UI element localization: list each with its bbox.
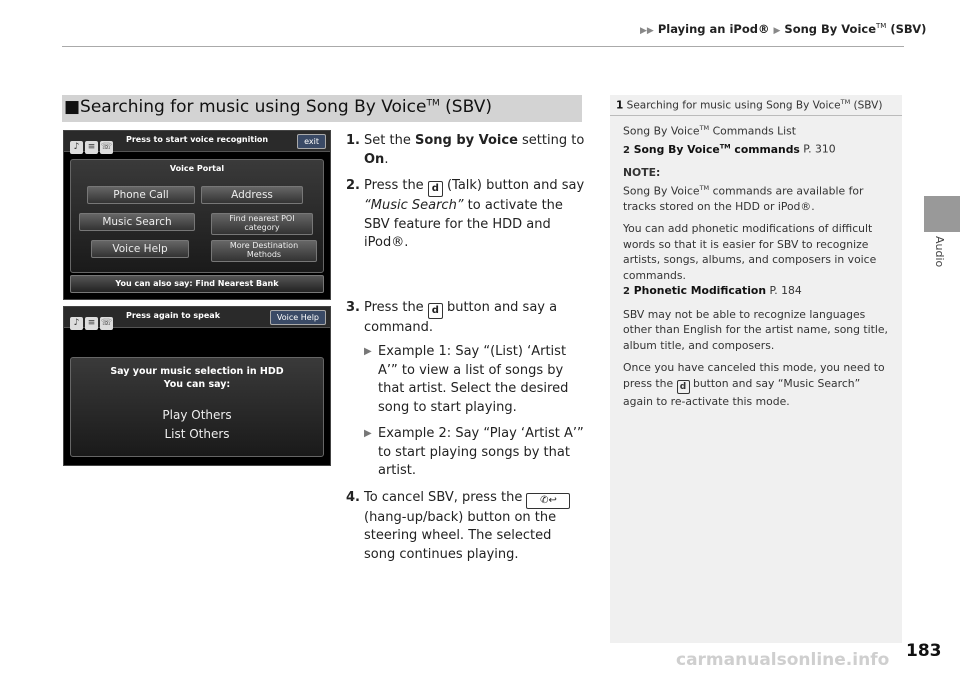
header-rule	[62, 46, 904, 47]
note-label: NOTE:	[623, 166, 661, 180]
page-number: 183	[906, 641, 942, 661]
music-selection-panel	[70, 357, 324, 457]
chapter-tab	[924, 196, 960, 232]
step-text: Set the	[364, 133, 415, 148]
reference-icon: 1	[616, 99, 624, 112]
example-text: Example 2: Say “Play ‘Artist A’” to start playing songs by that artist.	[378, 426, 584, 478]
talk-button-icon: d	[428, 303, 443, 319]
hang-up-back-button-icon: ✆↩	[526, 493, 570, 509]
breadcrumb-item-sbv: Song By Voice	[784, 22, 877, 36]
cross-reference-link[interactable]	[623, 143, 800, 156]
note-paragraph-4: SBV may not be able to recognize languages other than English for the artist name, song title, album title, and composers.	[623, 307, 888, 352]
trademark-mark: TM	[699, 183, 710, 192]
option-voice-help: Voice Help	[91, 240, 189, 258]
step-text: setting to	[517, 133, 585, 148]
section-title-suffix: (SBV)	[445, 97, 492, 117]
step-number: 3.	[346, 299, 360, 315]
you-can-say-label: You can say:	[163, 379, 231, 390]
step-4	[346, 489, 586, 565]
page-ref: P. 184	[766, 284, 802, 298]
step-text: to activate the SBV feature for the HDD and iPod®.	[364, 198, 563, 250]
side-note-title	[616, 98, 882, 112]
cross-reference-link[interactable]	[623, 284, 766, 297]
note-text: Song By Voice	[623, 184, 700, 198]
note-text: button and say “Music Search” again to re-activate this mode.	[623, 376, 861, 408]
option-music-search: Music Search	[79, 213, 195, 231]
breadcrumb-item-suffix: (SBV)	[890, 22, 927, 36]
note-paragraph-2	[623, 165, 893, 214]
example-text: Example 1: Say “(List) ‘Artist A’” to view a list of songs by that artist. Select the desired song to start playing.	[378, 344, 569, 415]
breadcrumb-item-ipod: Playing an iPod®	[657, 22, 770, 36]
screen-prompt: Press again to speak	[126, 311, 221, 320]
note-text: Song By Voice	[623, 124, 700, 138]
option-find-nearest-poi: Find nearest POI category	[211, 213, 313, 235]
xref-text: commands	[730, 142, 800, 156]
trademark-mark: TM	[719, 142, 731, 151]
signal-icon: ≡	[85, 317, 98, 330]
example-1	[364, 343, 586, 417]
breadcrumb	[640, 22, 926, 36]
step-2	[346, 177, 586, 253]
section-title-bar	[62, 95, 582, 122]
status-icons	[70, 310, 118, 328]
triangle-right-icon: ▶▶	[640, 26, 654, 36]
note-paragraph-5	[623, 360, 893, 409]
note-paragraph-1	[623, 121, 893, 158]
step-text: To cancel SBV, press the	[364, 489, 527, 505]
voice-portal-title: Voice Portal	[169, 164, 225, 173]
xref-text: Phonetic Modification	[633, 284, 767, 298]
note-text: Once you have canceled this mode, you need to press the	[623, 361, 885, 390]
voice-portal-panel	[70, 159, 324, 273]
trademark-mark: TM	[840, 98, 851, 106]
also-say-bar: You can also say: Find Nearest Bank	[70, 275, 324, 293]
talk-icon: ♪	[70, 317, 83, 330]
step-3	[346, 299, 586, 481]
trademark-mark: TM	[426, 98, 440, 109]
step-1	[346, 132, 586, 169]
side-note-body	[623, 121, 893, 416]
music-search-screenshot	[63, 306, 331, 466]
exit-button: exit	[297, 134, 326, 149]
triangle-right-icon: ▶	[364, 428, 372, 439]
note-text: Commands List	[709, 124, 797, 138]
screen-top-bar	[64, 131, 330, 152]
voice-help-button: Voice Help	[270, 310, 326, 325]
option-phone-call: Phone Call	[87, 186, 195, 204]
screen-prompt: Press to start voice recognition	[126, 135, 269, 144]
option-play-others: Play Others	[162, 408, 232, 422]
side-note	[610, 95, 902, 643]
signal-icon: ≡	[85, 141, 98, 154]
phone-icon: ☏	[100, 142, 113, 152]
status-icons	[70, 134, 118, 152]
section-title-text: ■Searching for music using Song By Voice	[64, 97, 427, 117]
step-text: .	[384, 151, 389, 167]
triangle-right-icon: ▶	[773, 26, 781, 36]
step-number: 2.	[346, 178, 360, 193]
screen-top-bar	[64, 307, 330, 328]
voice-portal-screenshot	[63, 130, 331, 300]
talk-icon: ♪	[70, 141, 83, 154]
reference-arrow-icon: 2	[623, 144, 630, 156]
reference-arrow-icon: 2	[623, 286, 630, 298]
step-text: Press the	[364, 299, 428, 315]
watermark: carmanualsonline.info	[676, 650, 890, 670]
triangle-right-icon: ▶	[364, 346, 372, 357]
option-list-others: List Others	[164, 427, 230, 441]
chapter-label-text: Audio	[933, 236, 946, 268]
page-ref: P. 310	[799, 142, 836, 156]
step-text: Press the	[364, 178, 428, 193]
option-address: Address	[201, 186, 303, 204]
procedure-steps	[346, 132, 586, 572]
setting-name: Song by Voice	[414, 133, 518, 148]
step-text: (hang-up/back) button on the steering wheel. The selected song continues playing.	[364, 509, 557, 562]
trademark-mark: TM	[699, 124, 710, 132]
talk-button-icon: d	[428, 181, 443, 197]
setting-value: On	[364, 151, 385, 167]
step-number: 1.	[346, 133, 360, 148]
section-title	[64, 97, 492, 117]
side-note-title-text: Searching for music using Song By Voice	[626, 99, 841, 112]
voice-command: “Music Search”	[364, 198, 464, 213]
side-note-header	[610, 95, 902, 116]
step-number: 4.	[346, 489, 360, 505]
note-text: commands are available for tracks stored on the HDD or iPod®.	[623, 184, 864, 213]
selection-prompt: Say your music selection in HDD	[110, 366, 284, 377]
talk-button-icon: d	[677, 380, 690, 394]
side-note-title-suffix: (SBV)	[850, 99, 883, 112]
option-more-destination: More Destination Methods	[211, 240, 317, 262]
example-2	[364, 425, 586, 481]
chapter-label	[930, 236, 952, 296]
step-text: button and say a command.	[364, 299, 558, 335]
trademark-mark: TM	[876, 22, 887, 31]
phone-icon: ☏	[100, 318, 113, 328]
xref-text: Song By Voice	[633, 142, 720, 156]
step-text: (Talk) button and say	[442, 178, 585, 193]
note-text: You can add phonetic modifications of difficult words so that it is easier for SBV to recognize artists, songs, albums, and composers in voice commands.	[623, 222, 877, 282]
note-paragraph-3	[623, 221, 893, 300]
